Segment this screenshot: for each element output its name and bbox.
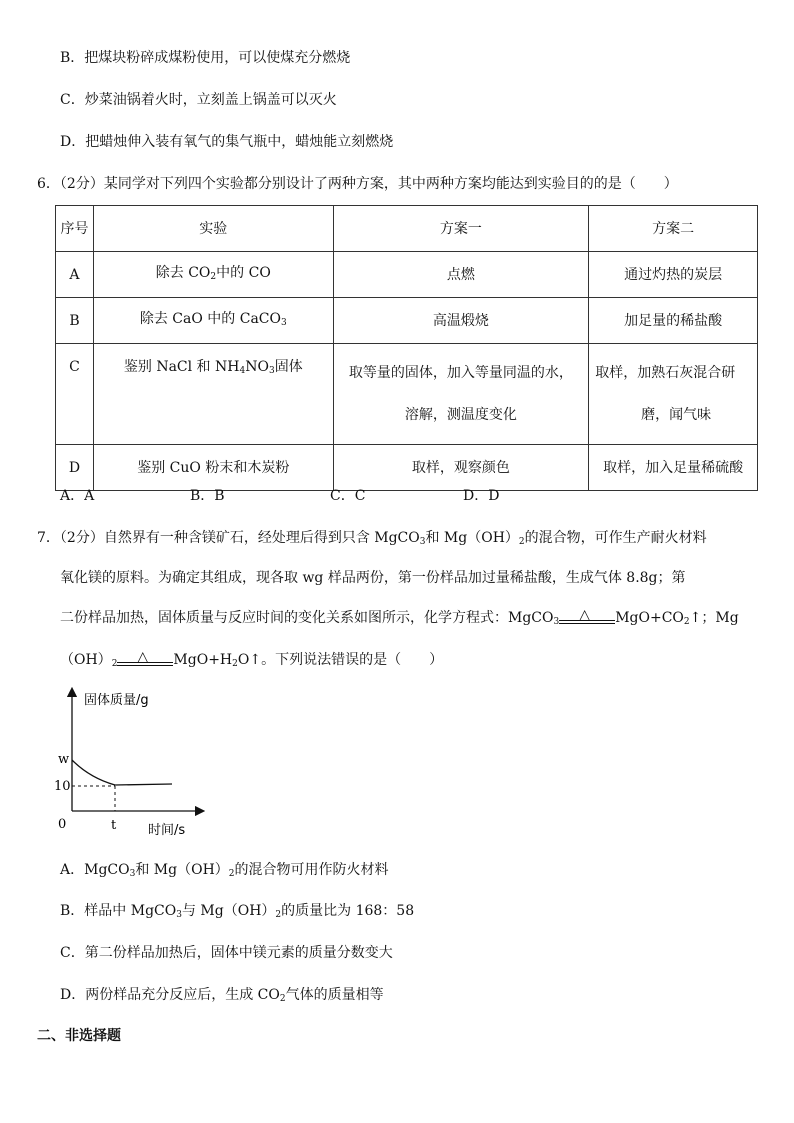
y-axis-label: 固体质量/g (84, 693, 149, 708)
table-row (56, 298, 758, 344)
q6-option-c: C．C (330, 488, 366, 504)
q6-option-b: B．B (190, 488, 225, 504)
header-id: 序号 (56, 206, 94, 252)
header-plan2: 方案二 (589, 206, 758, 252)
q6-option-d: D．D (463, 488, 500, 504)
q7-line4: $(OH)_2$ △ $MgO+H_2O↑$。下列说法错误的是（ ） (60, 649, 444, 669)
q5-option-d: D．把蜡烛伸入装有氧气的集气瓶中，蜡烛能立刻燃烧 (60, 134, 394, 150)
header-experiment: 实验 (93, 206, 333, 252)
table-header-row (56, 206, 758, 252)
q5-option-c: C．炒菜油锅着火时，立刻盖上锅盖可以灭火 (60, 92, 337, 108)
header-plan1: 方案一 (333, 206, 589, 252)
q7-line1: 7．（2分）自然界有一种含镁矿石，经处理后得到只含 MgCO$_3$和 $Mg(OH)_2$的混合物，可作生产耐火材料 (37, 530, 707, 547)
row-plan1: 点燃 (333, 252, 589, 298)
x-axis-label: 时间/s (148, 823, 186, 836)
x-tick-t: t (111, 818, 117, 833)
section-title: 二、非选择题 (37, 1028, 121, 1044)
table-row (56, 252, 758, 298)
q6-option-a: A．A (60, 488, 95, 504)
row-plan2: 通过灼热的炭层 (589, 252, 758, 298)
q7-option-c: C．第二份样品加热后，固体中镁元素的质量分数变大 (60, 945, 393, 961)
q7-option-d: D．两份样品充分反应后，生成 $CO_2$气体的质量相等 (60, 987, 384, 1004)
q6-table (55, 205, 758, 491)
q7-line2: 氧化镁的原料。为确定其组成，现各取 wg 样品两份，第一份样品加过量稀盐酸，生成气体 8.8g；第 (60, 570, 686, 586)
table-row (56, 344, 758, 445)
y-tick-10: 10 (54, 779, 71, 794)
row-plan2: 加足量的稀盐酸 (589, 298, 758, 344)
row-experiment: 鉴别 NaCl 和 $NH_4NO_3$固体 (93, 344, 333, 445)
row-id: A (56, 252, 94, 298)
origin-label: 0 (58, 817, 67, 832)
table-row (56, 445, 758, 491)
q5-option-b: B．把煤块粉碎成煤粉使用，可以使煤充分燃烧 (60, 50, 351, 66)
row-id: B (56, 298, 94, 344)
q7-option-a: A．MgCO$_3$和 $Mg(OH)_2$的混合物可用作防火材料 (60, 862, 389, 879)
row-experiment: 除去 CaO 中的 CaCO$_3$ (93, 298, 333, 344)
row-plan1: 取样，观察颜色 (333, 445, 589, 491)
row-id: D (56, 445, 94, 491)
mass-curve (72, 760, 172, 785)
q6-stem: 6．（2分）某同学对下列四个实验都分别设计了两种方案，其中两种方案均能达到实验目的的是（ ） (37, 176, 678, 192)
q7-option-b: B．样品中 MgCO$_3$与 $Mg(OH)_2$的质量比为 168：58 (60, 903, 415, 920)
y-tick-w: w (58, 752, 70, 767)
row-plan1: 取等量的固体，加入等量同温的水， 溶解，测温度变化 (333, 344, 589, 445)
heating-condition-arrow: △ (117, 650, 173, 670)
row-experiment: 鉴别 CuO 粉末和木炭粉 (93, 445, 333, 491)
row-plan1: 高温煅烧 (333, 298, 589, 344)
row-experiment: 除去 $CO_2$中的 CO (93, 252, 333, 298)
row-plan2: 取样，加熟石灰混合研 磨，闻气味 (589, 344, 758, 445)
heating-condition-arrow: △ (559, 608, 615, 628)
mass-time-graph (50, 686, 220, 836)
row-id: C (56, 344, 94, 445)
q7-line3: 二份样品加热，固体质量与反应时间的变化关系如图所示，化学方程式：MgCO$_3$ △ $MgO+CO_2↑$；Mg (60, 607, 739, 627)
row-plan2: 取样，加入足量稀硫酸 (589, 445, 758, 491)
